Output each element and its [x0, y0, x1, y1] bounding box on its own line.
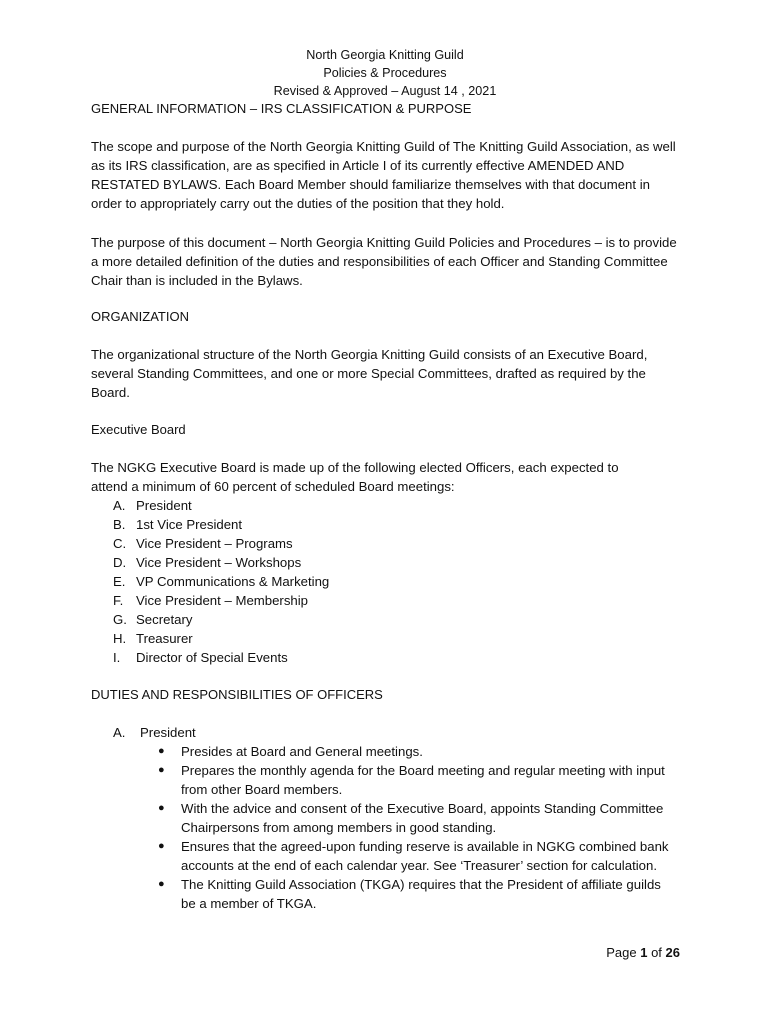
organization-heading: ORGANIZATION	[91, 309, 189, 324]
current-page: 1	[640, 945, 648, 960]
officer-title: President	[136, 498, 192, 513]
page-word: Page	[606, 945, 637, 960]
list-letter: H.	[113, 631, 127, 646]
officer-title: VP Communications & Marketing	[136, 574, 330, 589]
list-item	[158, 742, 678, 761]
document-header	[0, 46, 770, 100]
president-duties-list	[158, 742, 678, 913]
duty-text: Prepares the monthly agenda for the Board meeting and regular meeting with input from other Board members.	[181, 763, 665, 797]
bullet-icon: ●	[158, 840, 165, 852]
officer-title: Secretary	[136, 612, 193, 627]
president-title: President	[140, 725, 196, 740]
bullet-icon: ●	[158, 802, 165, 814]
officer-title: Vice President – Membership	[136, 593, 309, 608]
list-letter: C.	[113, 536, 127, 551]
list-letter: F.	[113, 593, 124, 608]
general-paragraph-1: The scope and purpose of the North Georgia Knitting Guild of The Knitting Guild Association, as well as its IRS classification, are as specified in Article I of its currently effective AMENDED AND RESTATED BYLAWS. Each Board Member should familiarize themselves with that document in order to appropriately carry out the duties of the position that they hold.	[91, 139, 676, 211]
list-letter: A.	[113, 498, 126, 513]
bullet-icon: ●	[158, 764, 165, 776]
organization-paragraph: The organizational structure of the North Georgia Knitting Guild consists of an Executive Board, several Standing Committees, and one or more Special Committees, drafted as required by the Board.	[91, 347, 648, 400]
duty-text: With the advice and consent of the Executive Board, appoints Standing Committee Chairpersons from among members in good standing.	[181, 801, 664, 835]
general-paragraph-2: The purpose of this document – North Georgia Knitting Guild Policies and Procedures – is to provide a more detailed definition of the duties and responsibilities of each Officer and Standing Committee Chair than is included in the Bylaws.	[91, 235, 677, 288]
bullet-icon: ●	[158, 745, 165, 757]
list-item	[158, 761, 678, 799]
list-item	[158, 837, 678, 875]
executive-board-heading: Executive Board	[91, 422, 186, 437]
list-item	[158, 799, 678, 837]
list-letter: B.	[113, 517, 126, 532]
duty-text: The Knitting Guild Association (TKGA) requires that the President of affiliate guilds be a member of TKGA.	[181, 877, 661, 911]
list-letter: I.	[113, 650, 121, 665]
executive-board-paragraph: The NGKG Executive Board is made up of the following elected Officers, each expected to attend a minimum of 60 percent of scheduled Board meetings:	[91, 460, 619, 494]
guild-name: North Georgia Knitting Guild	[306, 48, 464, 62]
document-title: Policies & Procedures	[323, 66, 447, 80]
list-letter: E.	[113, 574, 126, 589]
officer-title: Vice President – Workshops	[136, 555, 302, 570]
duty-text: Ensures that the agreed-upon funding reserve is available in NGKG combined bank accounts at the end of each calendar year. See ‘Treasurer’ section for calculation.	[181, 839, 669, 873]
page-number	[606, 943, 680, 962]
president-subheading	[113, 723, 196, 742]
officer-title: Vice President – Programs	[136, 536, 293, 551]
president-letter: A.	[113, 725, 126, 740]
list-item	[158, 875, 678, 913]
general-information-heading: GENERAL INFORMATION – IRS CLASSIFICATION & PURPOSE	[91, 101, 472, 116]
list-letter: G.	[113, 612, 127, 627]
officer-title: Treasurer	[136, 631, 193, 646]
total-pages: 26	[665, 945, 680, 960]
revision-date: Revised & Approved – August 14 , 2021	[273, 84, 497, 98]
officer-title: 1st Vice President	[136, 517, 243, 532]
duty-text: Presides at Board and General meetings.	[181, 744, 423, 759]
list-letter: D.	[113, 555, 127, 570]
of-word: of	[651, 945, 662, 960]
bullet-icon: ●	[158, 878, 165, 890]
duties-heading: DUTIES AND RESPONSIBILITIES OF OFFICERS	[91, 687, 383, 702]
officer-title: Director of Special Events	[136, 650, 288, 665]
